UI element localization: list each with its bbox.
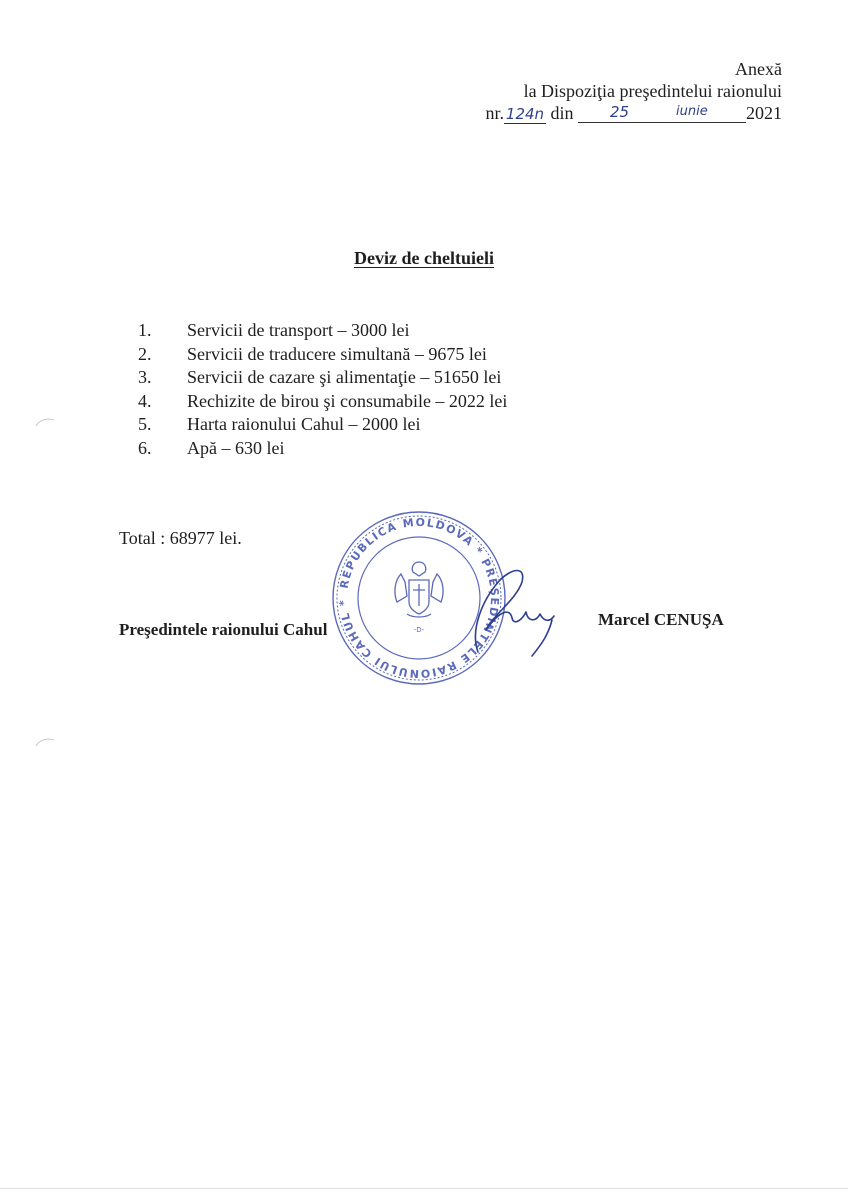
item-text: Servicii de cazare şi alimentaţie – 51650 lei	[187, 367, 502, 387]
item-text: Servicii de transport – 3000 lei	[187, 320, 410, 340]
expense-list	[138, 319, 507, 460]
annex-reference: la Dispoziţia preşedintelui raionului	[523, 81, 782, 101]
item-text: Harta raionului Cahul – 2000 lei	[187, 414, 421, 434]
stamp-center-mark: -D-	[413, 626, 425, 634]
date-year: 2021	[746, 103, 782, 123]
item-number: 2.	[138, 343, 152, 364]
item-number: 3.	[138, 367, 152, 387]
annex-label: Anexă	[735, 59, 782, 79]
title-text: Deviz de cheltuieli	[354, 248, 494, 268]
date-day: 25	[610, 103, 630, 121]
page-bottom-edge	[0, 1188, 848, 1189]
stamp-text: REPUBLICA MOLDOVA * PREŞEDINTELE RAIONULUI CAHUL *	[336, 515, 502, 681]
handwritten-signature	[440, 560, 560, 660]
nr-prefix: nr.	[485, 103, 504, 123]
total-amount: Total : 68977 lei.	[119, 528, 242, 548]
document-number: 124n	[505, 105, 545, 123]
list-item	[138, 413, 507, 437]
item-text: Rechizite de birou şi consumabile – 2022 lei	[187, 390, 508, 411]
scan-mark-icon	[34, 416, 56, 428]
list-item	[138, 437, 507, 461]
date-field	[578, 104, 746, 123]
list-item	[138, 366, 507, 390]
item-text: Servicii de traducere simultană – 9675 lei	[187, 343, 487, 364]
item-number: 4.	[138, 390, 152, 411]
annex-number-date-line	[485, 102, 782, 124]
document-number-field	[504, 104, 546, 124]
list-item	[138, 319, 507, 343]
item-text: Apă – 630 lei	[187, 437, 285, 458]
signatory-name: Marcel CENUŞA	[598, 610, 724, 629]
list-item	[138, 343, 507, 367]
signatory-role: Preşedintele raionului Cahul	[119, 620, 328, 639]
scan-mark-icon	[34, 736, 56, 748]
item-number: 1.	[138, 320, 152, 340]
annex-header	[485, 58, 782, 124]
list-item	[138, 390, 507, 414]
date-month: iunie	[676, 104, 708, 119]
document-title	[0, 248, 848, 269]
coat-of-arms-icon	[395, 562, 443, 617]
item-number: 5.	[138, 414, 152, 434]
item-number: 6.	[138, 437, 152, 458]
din-label: din	[550, 103, 574, 123]
